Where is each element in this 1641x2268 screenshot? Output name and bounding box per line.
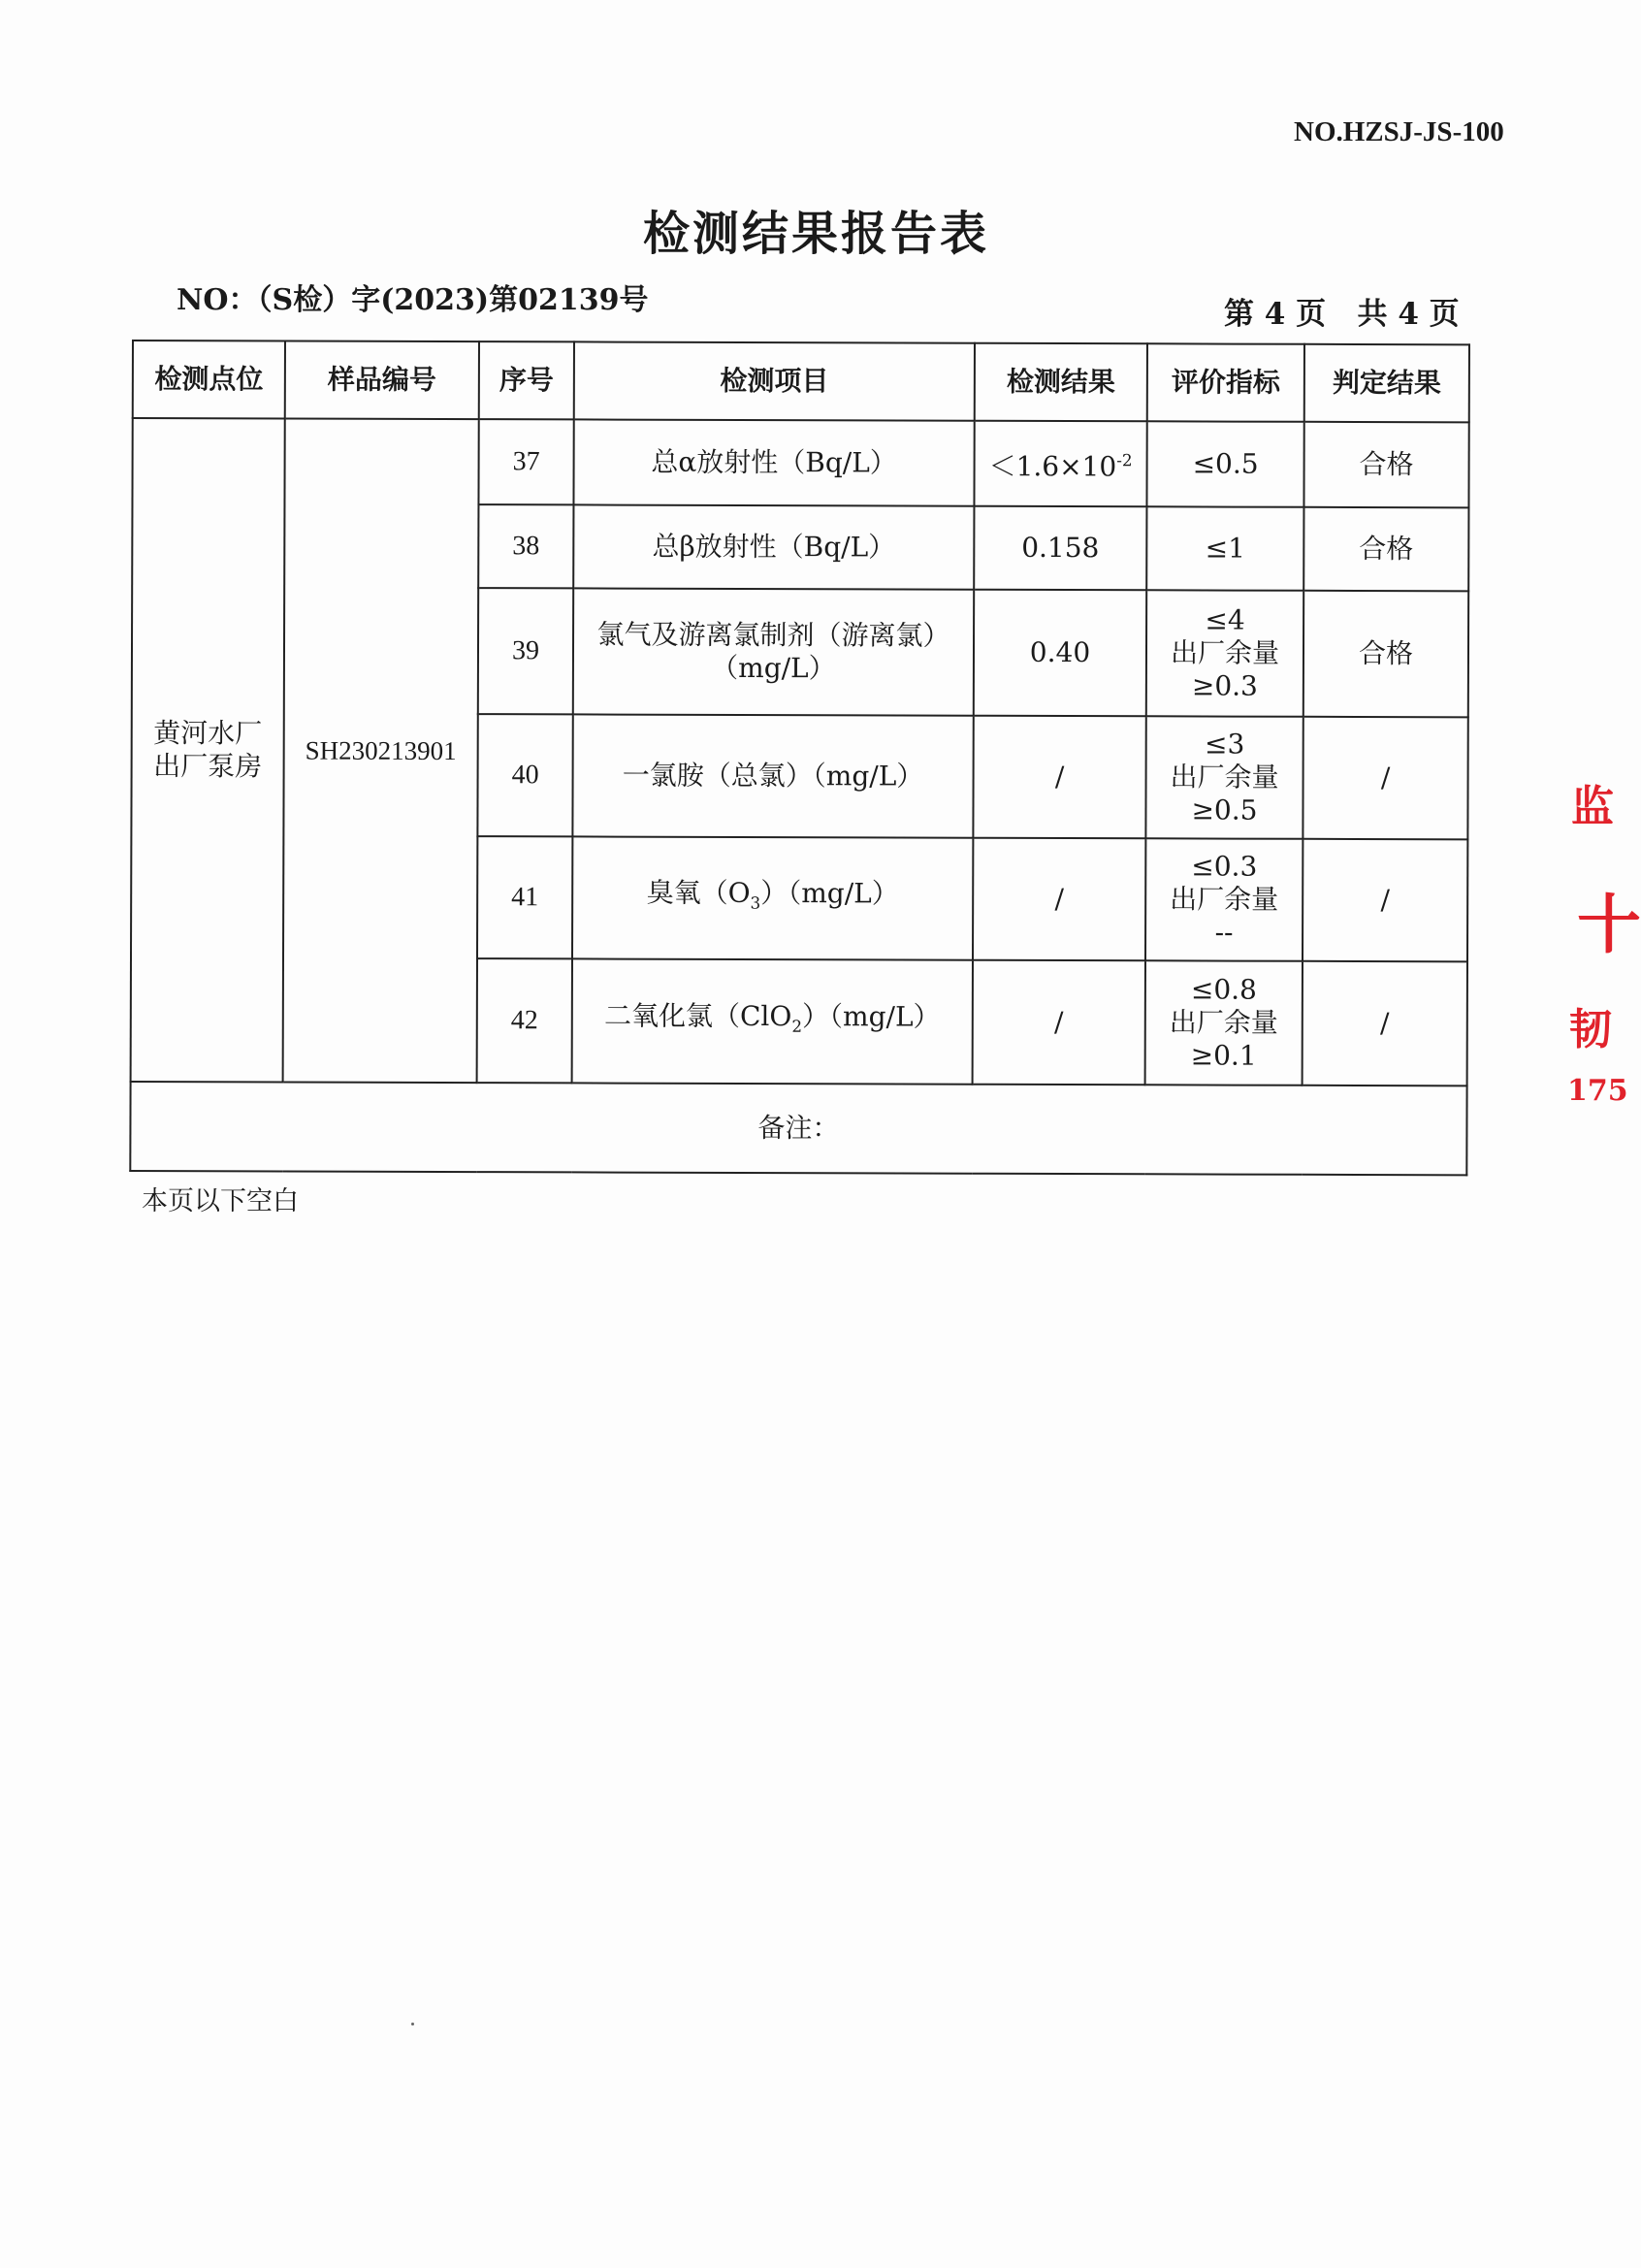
test-item-subscript: 2 [791,1016,803,1036]
row-number: 37 [478,419,573,504]
results-table [129,340,1470,1176]
evaluation-criteria [1145,716,1303,839]
column-header: 样品编号 [285,340,479,419]
criteria-line: ≤0.3 [1191,850,1258,883]
test-result [974,590,1146,717]
test-item [573,588,974,715]
test-result [974,506,1146,591]
test-item [572,958,973,1084]
criteria-line: 出厂余量 [1169,1006,1278,1039]
column-header: 检测点位 [133,340,285,418]
blank-page-note: 本页以下空白 [142,1186,299,1216]
table-header-row [133,340,1469,422]
criteria-line: 出厂余量 [1170,883,1279,916]
test-item-text: 总α放射性（Bq/L） [651,445,897,479]
site-cell [131,418,285,1082]
test-result-value: ＜1.6×10 [988,450,1117,483]
evaluation-criteria [1146,421,1303,507]
column-header: 检测项目 [574,341,975,420]
column-header: 评价指标 [1147,343,1304,422]
page-title: 检测结果报告表 [642,207,989,261]
test-item [572,714,973,837]
row-number: 38 [478,504,573,588]
test-result-exponent: -2 [1116,450,1133,470]
criteria-line: ≤4 [1205,603,1245,636]
row-number: 42 [477,958,572,1083]
criteria-line: 出厂余量 [1170,636,1280,669]
sample-id-cell: SH230213901 [283,418,479,1083]
verdict: / [1303,961,1467,1086]
row-number: 39 [478,588,573,714]
verdict: / [1303,839,1467,962]
report-number: NO：（S检）字(2023)第02139号 [177,283,649,317]
table-body [131,418,1469,1085]
criteria-line: -- [1214,916,1234,949]
seal-char: 韧 [1569,1005,1612,1054]
verdict: / [1303,717,1467,840]
official-seal-fragment [1563,766,1641,1125]
test-result [973,960,1145,1085]
criteria-line: ≥0.5 [1191,794,1258,826]
verdict: 合格 [1303,422,1468,508]
verdict: 合格 [1303,591,1468,718]
page-indicator: 第 4 页 共 4 页 [1224,297,1460,332]
row-number: 40 [477,714,572,836]
seal-char: 监 [1571,782,1614,831]
test-item [573,504,974,589]
criteria-line: ≤0.8 [1190,973,1257,1006]
test-item-unit: ）（mg/L） [802,1000,941,1033]
criteria-line: 出厂余量 [1170,761,1279,794]
criteria-line: ≤0.5 [1192,447,1259,480]
criteria-line: ≥0.3 [1191,669,1258,702]
test-item-unit: ）（mg/L） [760,877,899,910]
test-item-text: 臭氧（O [646,876,751,910]
test-item-subscript: 3 [750,892,761,913]
remark-cell: 备注： [130,1082,1466,1175]
row-number: 41 [477,836,572,958]
test-result-value: 0.158 [1021,531,1100,565]
site-line: 黄河水厂 [153,717,263,750]
column-header: 检测结果 [975,343,1147,422]
criteria-line: ≤1 [1205,532,1246,565]
seal-star-icon: 十 [1577,887,1641,962]
seal-char: 175 [1567,1074,1628,1108]
test-item-text: 总β放射性（Bq/L） [652,530,896,564]
test-result-value: / [1054,882,1064,916]
column-header: 判定结果 [1304,344,1469,423]
test-result [973,838,1145,961]
test-result-value: 0.40 [1029,635,1091,669]
test-item [572,836,973,959]
criteria-line: ≥0.1 [1190,1039,1257,1072]
column-header: 序号 [479,341,574,419]
test-item-text: 氯气及游离氯制剂（游离氯） [596,618,950,652]
test-result [973,716,1145,839]
test-item-text: 一氯胺（总氯）（mg/L） [622,759,924,793]
evaluation-criteria [1145,838,1303,961]
test-item [573,419,974,505]
criteria-line: ≤3 [1205,728,1245,761]
evaluation-criteria [1145,960,1303,1085]
test-result [974,421,1146,507]
document-code: NO.HZSJ-JS-100 [1294,116,1504,147]
test-item-unit: （mg/L） [711,651,836,685]
scan-speck [411,2023,414,2025]
evaluation-criteria [1146,590,1303,717]
table-row [132,418,1468,507]
test-item-text: 二氧化氯（ClO [603,999,792,1033]
test-result-value: / [1054,1005,1064,1039]
remark-section [130,1082,1466,1175]
site-line: 出厂泵房 [153,750,263,783]
test-result-value: / [1054,760,1065,794]
remark-row [130,1082,1466,1175]
evaluation-criteria [1146,506,1303,591]
verdict: 合格 [1303,507,1468,592]
